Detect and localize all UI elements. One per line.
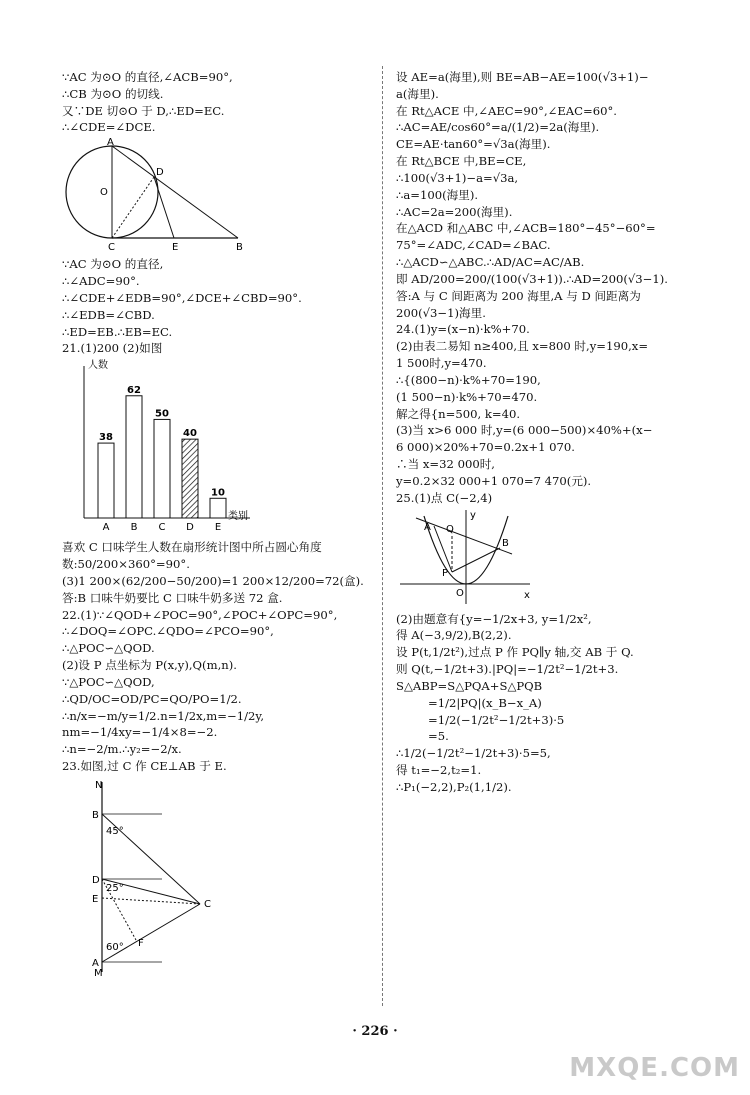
text-line: 在△ACD 和△ABC 中,∠ACB=180°−45°−60°=: [396, 221, 656, 236]
text-line: 75°=∠ADC,∠CAD=∠BAC.: [396, 238, 551, 253]
text-line: ∴∠DOQ=∠OPC.∠QDO=∠PCO=90°,: [62, 624, 274, 639]
text-line: ∴CB 为⊙O 的切线.: [62, 86, 164, 101]
label-a: A: [424, 521, 431, 533]
right-column: [396, 70, 704, 797]
bearing-figure: [62, 776, 222, 976]
question-23-heading: 23.如图,过 C 作 CE⊥AB 于 E.: [62, 759, 227, 774]
text-line: (2)由题意有{y=−1/2x+3, y=1/2x²,: [396, 611, 592, 626]
watermark: MXQE.COM: [569, 1053, 740, 1083]
label-m: M: [94, 967, 103, 976]
text-line: ∴∠ADC=90°.: [62, 274, 140, 289]
label-p: P: [442, 567, 449, 579]
text-line: 则 Q(t,−1/2t+3).|PQ|=−1/2t²−1/2t+3.: [396, 662, 619, 677]
x-tick-label: B: [130, 522, 138, 534]
label-b: B: [236, 242, 243, 254]
text-line: =1/2(−1/2t²−1/2t+3)·5: [428, 712, 565, 727]
x-tick-label: D: [186, 522, 194, 534]
proof-block-1: [62, 70, 370, 135]
question-25-heading: 25.(1)点 C(−2,4): [396, 490, 493, 505]
bar-value-label: 62: [127, 385, 141, 397]
text-line: ∴∠EDB=∠CBD.: [62, 307, 155, 322]
text-line: ∵△POC∽△QOD,: [62, 674, 155, 689]
text-line: 设 P(t,1/2t²),过点 P 作 PQ∥y 轴,交 AB 于 Q.: [396, 645, 634, 660]
label-e: E: [92, 893, 99, 905]
label-b: B: [502, 537, 509, 549]
text-line: 即 AD/200=200/(100(√3+1)).∴AD=200(√3−1).: [396, 271, 668, 286]
text-line: ∴△ACD∽△ABC.∴AD/AC=AC/AB.: [396, 255, 585, 270]
label-c: C: [204, 898, 211, 910]
x-axis-label: 类别: [228, 511, 248, 523]
text-line: (1 500−n)·k%+70=470.: [396, 389, 538, 404]
text-line: ∵AC 为⊙O 的直径,∠ACB=90°,: [62, 70, 233, 84]
text-line: 答:A 与 C 间距离为 200 海里,A 与 D 间距离为: [396, 288, 641, 303]
bar-C: [154, 420, 170, 519]
text-line: 200(√3−1)海里.: [396, 305, 486, 320]
y-axis-label: 人数: [88, 360, 108, 372]
label-b: B: [92, 809, 99, 821]
text-line: ∴n/x=−m/y=1/2.n=1/2x,m=−1/2y,: [62, 708, 265, 723]
segment-de: [154, 177, 174, 238]
text-line: nm=−1/4xy=−1/4×8=−2.: [62, 725, 218, 740]
text-line: ∴100(√3+1)−a=√3a,: [396, 170, 519, 185]
column-divider: [382, 66, 383, 1006]
label-o: O: [100, 187, 108, 199]
bar-B: [126, 396, 142, 518]
segment-pb: [452, 548, 500, 572]
text-line: ∴AC=AE/cos60°=a/(1/2)=2a(海里).: [396, 120, 600, 135]
text-line: (2)由表二易知 n≥400,且 x=800 时,y=190,x=: [396, 339, 649, 354]
answer-block-21: [62, 540, 370, 605]
segment-dc-dotted: [112, 177, 154, 238]
text-line: ∴P₁(−2,2),P₂(1,1/2).: [396, 779, 512, 794]
segment-ec-dotted: [102, 898, 200, 904]
text-line: (2)设 P 点坐标为 P(x,y),Q(m,n).: [62, 658, 237, 673]
x-tick-label: C: [158, 522, 166, 534]
answer-block-22: [62, 608, 370, 757]
label-f: F: [138, 937, 144, 949]
label-y: y: [470, 509, 476, 521]
bar-value-label: 50: [155, 408, 169, 420]
label-e: E: [172, 242, 179, 254]
text-line: 得 t₁=−2,t₂=1.: [396, 762, 482, 777]
text-line: a(海里).: [396, 86, 439, 101]
text-line: (3)当 x>6 000 时,y=(6 000−500)×40%+(x−: [396, 423, 653, 438]
bar-A: [98, 443, 114, 518]
segment-ab: [112, 146, 238, 238]
text-line: ∴QD/OC=OD/PC=QO/PO=1/2.: [62, 691, 242, 706]
text-line: ∴当 x=32 000时,: [396, 457, 495, 472]
answer-block-23-cont: [396, 70, 704, 320]
text-line: =1/2|PQ|(x_B−x_A): [428, 695, 542, 710]
bar-value-label: 38: [99, 432, 113, 444]
label-a: A: [107, 137, 114, 149]
answer-block-25: [396, 612, 704, 795]
circle-tangent-figure: [62, 137, 262, 253]
bar-value-label: 10: [211, 487, 225, 499]
text-line: 22.(1)∵∠QOD+∠POC=90°,∠POC+∠OPC=90°,: [62, 607, 338, 622]
question-21-heading: 21.(1)200 (2)如图: [62, 341, 163, 356]
text-line: 答:B 口味牛奶要比 C 口味牛奶多送 72 盒.: [62, 590, 283, 605]
page-number: · 226 ·: [352, 1024, 398, 1039]
segment-ac: [102, 904, 200, 962]
label-angle-60: 60°: [106, 941, 124, 953]
text-line: ∵AC 为⊙O 的直径,: [62, 257, 164, 272]
text-line: 在 Rt△ACE 中,∠AEC=90°,∠EAC=60°.: [396, 103, 617, 118]
label-n: N: [95, 779, 103, 791]
bar-value-label: 40: [183, 428, 197, 440]
label-x: x: [524, 589, 530, 601]
text-line: ∴1/2(−1/2t²−1/2t+3)·5=5,: [396, 746, 551, 761]
text-line: ∴{(800−n)·k%+70=190,: [396, 372, 541, 387]
text-line: ∴ED=EB.∴EB=EC.: [62, 324, 173, 339]
text-line: CE=AE·tan60°=√3a(海里).: [396, 137, 551, 152]
text-line: ∴a=100(海里).: [396, 187, 479, 202]
label-angle-45: 45°: [106, 825, 124, 837]
text-line: S△ABP=S△PQA+S△PQB: [396, 678, 543, 693]
text-line: 6 000)×20%+70=0.2x+1 070.: [396, 440, 575, 455]
text-line: y=0.2×32 000+1 070=7 470(元).: [396, 473, 592, 488]
text-line: ∴∠CDE=∠DCE.: [62, 120, 156, 135]
text-line: ∴△POC∽△QOD.: [62, 641, 155, 656]
label-angle-25: 25°: [106, 882, 124, 894]
x-tick-label: E: [214, 522, 222, 534]
text-line: (3)1 200×(62/200−50/200)=1 200×12/200=72(盒).: [62, 573, 364, 588]
text-line: 设 AE=a(海里),则 BE=AB−AE=100(√3+1)−: [396, 70, 649, 84]
text-line: 在 Rt△BCE 中,BE=CE,: [396, 154, 527, 169]
parabola-figure: [396, 508, 536, 608]
bar-E: [210, 499, 226, 519]
label-c: C: [108, 242, 115, 254]
text-line: 1 500时,y=470.: [396, 356, 487, 371]
label-q: Q: [446, 523, 454, 535]
text-line: 24.(1)y=(x−n)·k%+70.: [396, 322, 530, 337]
proof-block-2: [62, 257, 370, 339]
label-d: D: [92, 874, 100, 886]
text-line: 又∵DE 切⊙O 于 D,∴ED=EC.: [62, 103, 225, 118]
text-line: =5.: [428, 729, 449, 744]
bar-chart: [62, 358, 262, 536]
text-line: 数:50/200×360°=90°.: [62, 557, 190, 572]
text-line: 喜欢 C 口味学生人数在扇形统计图中所占圆心角度: [62, 540, 322, 555]
text-line: ∴n=−2/m.∴y₂=−2/x.: [62, 742, 182, 757]
text-line: ∴AC=2a=200(海里).: [396, 204, 513, 219]
left-column: [62, 70, 370, 980]
text-line: 解之得{n=500, k=40.: [396, 406, 521, 421]
label-d: D: [156, 167, 164, 179]
answer-block-24: [396, 322, 704, 488]
text-line: 得 A(−3,9/2),B(2,2).: [396, 628, 512, 643]
x-tick-label: A: [102, 522, 110, 534]
label-o: O: [456, 587, 464, 599]
text-line: ∴∠CDE+∠EDB=90°,∠DCE+∠CBD=90°.: [62, 290, 302, 305]
bar-D: [182, 439, 198, 518]
label-a: A: [92, 957, 99, 969]
